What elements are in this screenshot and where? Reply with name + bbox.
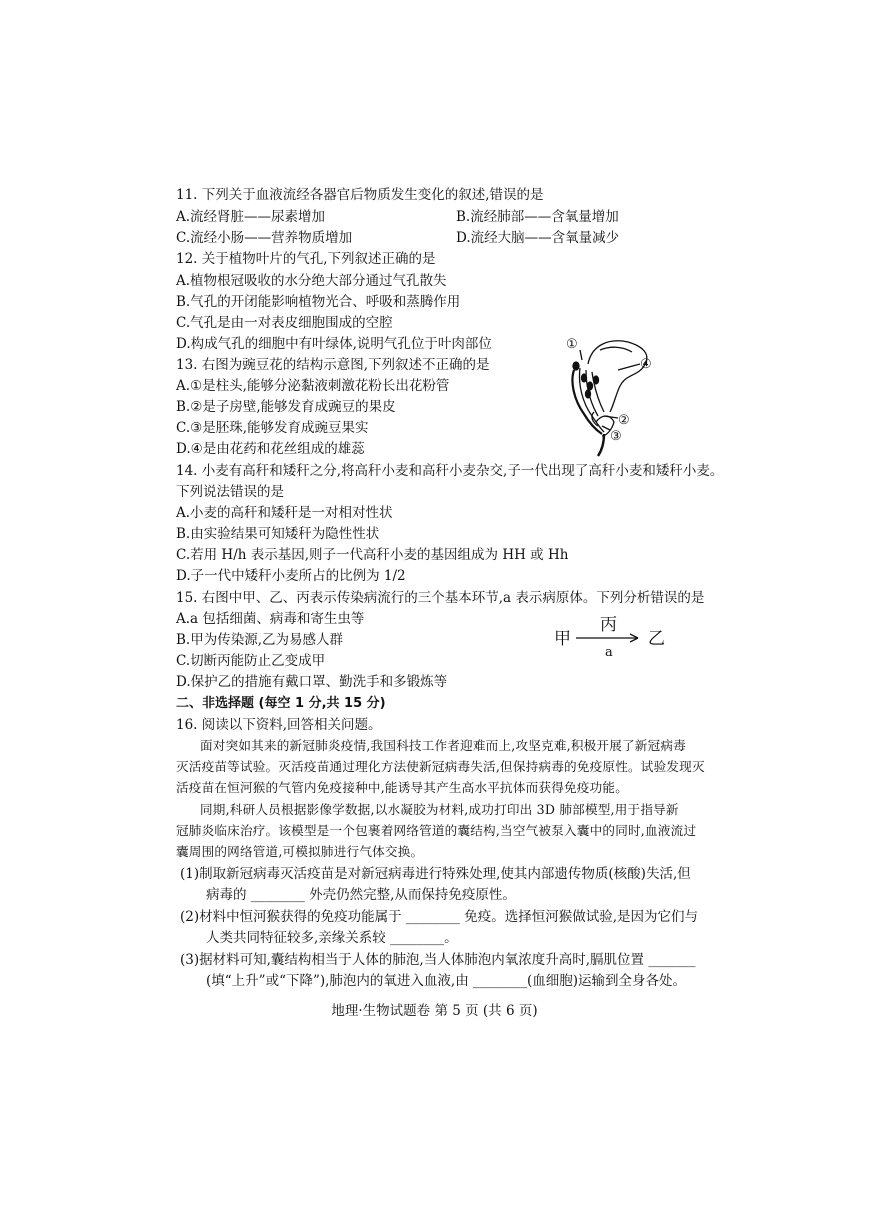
q13-option-b: B.②是子房壁,能够发育成豌豆的果皮 bbox=[176, 399, 396, 415]
q15-stem: 15. 右图中甲、乙、丙表示传染病流行的三个基本环节,a 表示病原体。下列分析错误的是 bbox=[176, 590, 705, 606]
q16-passage2-line3: 囊周围的网络管道,可模拟肺进行气体交换。 bbox=[176, 844, 424, 859]
q16-sub2-line2: 人类共同特征较多,亲缘关系较 ________。 bbox=[206, 930, 458, 946]
q14-option-d: D.子一代中矮秆小麦所占的比例为 1/2 bbox=[176, 568, 406, 584]
q13-option-d: D.④是由花药和花丝组成的雄蕊 bbox=[176, 441, 365, 457]
q16-stem: 16. 阅读以下资料,回答相关问题。 bbox=[176, 717, 382, 733]
q16-passage1-line2: 灭活疫苗等试验。灭活疫苗通过理化方法使新冠病毒失活,但保持病毒的免疫原性。试验发现灭 bbox=[176, 759, 705, 774]
q16-sub1-line1: (1)制取新冠病毒灭活疫苗是对新冠病毒进行特殊处理,使其内部遗传物质(核酸)失活,但 bbox=[180, 866, 691, 882]
q12-option-b: B.气孔的开闭能影响植物光合、呼吸和蒸腾作用 bbox=[176, 294, 461, 310]
pea-flower-figure bbox=[540, 330, 680, 460]
q14-option-c: C.若用 H/h 表示基因,则子一代高秆小麦的基因组成为 HH 或 Hh bbox=[176, 547, 569, 563]
q14-stem-line1: 14. 小麦有高秆和矮秆之分,将高秆小麦和高秆小麦杂交,子一代出现了高秆小麦和矮秆小麦。 bbox=[176, 463, 724, 479]
q16-passage2-line2: 冠肺炎临床治疗。该模型是一个包裹着网络管道的囊结构,当空气被泵入囊中的同时,血液流过 bbox=[176, 823, 697, 838]
diagram-susceptible: 乙 bbox=[648, 629, 665, 649]
flower-label-2: ② bbox=[618, 413, 630, 428]
flower-label-4: ④ bbox=[640, 357, 652, 372]
q12-option-c: C.气孔是由一对表皮细胞围成的空腔 bbox=[176, 315, 393, 331]
q14-stem-line2: 下列说法错误的是 bbox=[176, 484, 284, 500]
q15-option-c: C.切断丙能防止乙变成甲 bbox=[176, 653, 326, 669]
q16-sub2-line1: (2)材料中恒河猴获得的免疫功能属于 ________ 免疫。选择恒河猴做试验,是因为它们与 bbox=[180, 909, 698, 925]
section-heading: 二、非选择题 (每空 1 分,共 15 分) bbox=[176, 696, 386, 711]
q15-option-b: B.甲为传染源,乙为易感人群 bbox=[176, 632, 344, 648]
q16-passage1-line3: 活疫苗在恒河猴的气管内免疫接种中,能诱导其产生高水平抗体而获得免疫功能。 bbox=[176, 780, 628, 795]
q16-passage2-line1: 同期,科研人员根据影像学数据,以水凝胶为材料,成功打印出 3D 肺部模型,用于指导新 bbox=[200, 802, 679, 817]
q16-sub3-line1: (3)据材料可知,囊结构相当于人体的肺泡,当人体肺泡内氧浓度升高时,膈肌位置 _______ bbox=[180, 952, 696, 968]
transmission-diagram bbox=[550, 612, 680, 660]
q13-option-c: C.③是胚珠,能够发育成豌豆果实 bbox=[176, 420, 369, 436]
flower-label-1: ① bbox=[566, 337, 578, 352]
q12-stem: 12. 关于植物叶片的气孔,下列叙述正确的是 bbox=[176, 251, 436, 267]
q15-option-a: A.a 包括细菌、病毒和寄生虫等 bbox=[176, 611, 365, 627]
q16-passage1-line1: 面对突如其来的新冠肺炎疫情,我国科技工作者迎难而上,攻坚克难,积极开展了新冠病毒 bbox=[200, 738, 686, 753]
q15-option-d: D.保护乙的措施有戴口罩、勤洗手和多锻炼等 bbox=[176, 674, 448, 690]
q14-option-a: A.小麦的高秆和矮秆是一对相对性状 bbox=[176, 505, 393, 521]
flower-label-3: ③ bbox=[610, 429, 622, 444]
page-footer: 地理·生物试题卷 第 5 页 (共 6 页) bbox=[331, 1003, 538, 1019]
q12-option-a: A.植物根冠吸收的水分绝大部分通过气孔散失 bbox=[176, 273, 447, 289]
q16-sub1-line2: 病毒的 ________ 外壳仍然完整,从而保持免疫原性。 bbox=[206, 887, 516, 903]
diagram-pathogen: a bbox=[605, 645, 613, 660]
q13-stem: 13. 右图为豌豆花的结构示意图,下列叙述不正确的是 bbox=[176, 357, 490, 373]
diagram-route: 丙 bbox=[600, 615, 617, 635]
q11-option-c: C.流经小肠——营养物质增加 bbox=[176, 230, 353, 246]
q14-option-b: B.由实验结果可知矮秆为隐性性状 bbox=[176, 526, 380, 542]
q11-stem: 11. 下列关于血液流经各器官后物质发生变化的叙述,错误的是 bbox=[176, 187, 544, 203]
q11-option-b: B.流经肺部——含氧量增加 bbox=[456, 209, 619, 225]
q11-option-d: D.流经大脑——含氧量减少 bbox=[456, 230, 620, 246]
q16-sub3-line2: (填“上升”或“下降”),肺泡内的氧进入血液,由 ________(血细胞)运输到全身各处。 bbox=[206, 973, 687, 989]
q11-option-a: A.流经肾脏——尿素增加 bbox=[176, 209, 326, 225]
q12-option-d: D.构成气孔的细胞中有叶绿体,说明气孔位于叶肉部位 bbox=[176, 336, 492, 352]
diagram-source: 甲 bbox=[554, 629, 571, 649]
q13-option-a: A.①是柱头,能够分泌黏液刺激花粉长出花粉管 bbox=[176, 378, 450, 394]
